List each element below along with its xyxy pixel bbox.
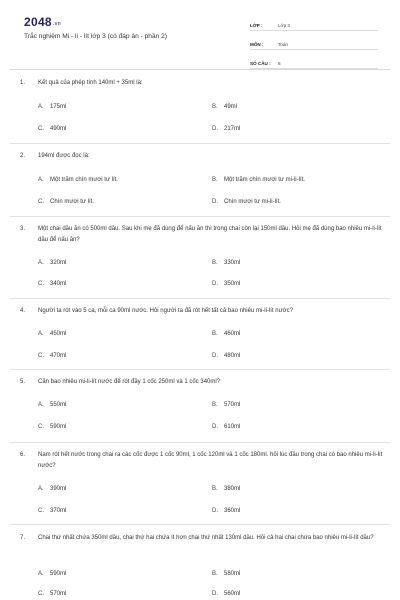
question-6 — [0, 450, 400, 526]
option-label: C. — [38, 424, 44, 430]
logo-main: 2048 — [24, 15, 52, 29]
option-c[interactable] — [38, 423, 66, 431]
option-text: Chín mươi tư lít. — [50, 199, 94, 205]
option-label: A. — [38, 402, 44, 408]
meta-row-grade — [250, 15, 378, 31]
option-text: 590ml — [50, 571, 67, 577]
option-a[interactable] — [38, 103, 66, 111]
option-text: 340ml — [50, 281, 67, 287]
question-number: 4. — [20, 308, 26, 314]
question-text: 194ml được đọc là: — [38, 153, 90, 159]
option-a[interactable] — [38, 570, 66, 578]
option-d[interactable] — [212, 352, 240, 360]
question-divider — [10, 298, 390, 299]
option-text: 610ml — [224, 424, 241, 430]
question-divider — [10, 143, 390, 144]
option-text: 550ml — [50, 402, 67, 408]
option-label: B. — [212, 331, 218, 337]
meta-row-subject — [250, 34, 378, 50]
option-label: B. — [212, 402, 218, 408]
header-divider — [10, 69, 390, 70]
question-text: Cần bao nhiêu mi-li-lít nước để rót đầy 1 cốc 250ml và 1 cốc 340ml? — [38, 379, 221, 385]
option-b[interactable] — [212, 485, 240, 493]
option-b[interactable] — [212, 330, 240, 338]
option-text: 570ml — [50, 591, 67, 597]
option-d[interactable] — [212, 590, 240, 598]
option-text: 330ml — [224, 260, 241, 266]
question-divider — [10, 369, 390, 370]
option-text: 320ml — [50, 260, 67, 266]
option-d[interactable] — [212, 507, 240, 515]
option-text: 570ml — [224, 402, 241, 408]
option-label: A. — [38, 260, 44, 266]
option-text: 460ml — [224, 331, 241, 337]
option-label: B. — [212, 104, 218, 110]
question-number: 2. — [20, 153, 26, 159]
option-a[interactable] — [38, 330, 66, 338]
option-text: 49ml — [224, 104, 238, 110]
question-3 — [0, 224, 400, 300]
option-text: 350ml — [224, 281, 241, 287]
question-number: 5. — [20, 379, 26, 385]
option-text: 370ml — [50, 508, 67, 514]
option-label: D. — [212, 353, 218, 359]
question-7 — [0, 533, 400, 600]
meta-panel — [250, 15, 378, 72]
option-b[interactable] — [212, 259, 240, 267]
option-text: Một trăm chín mươi tư lít. — [50, 177, 118, 183]
question-4 — [0, 306, 400, 372]
meta-label: SỐ CÂU : — [250, 61, 271, 66]
meta-label: LỚP : — [250, 23, 263, 28]
question-number: 1. — [20, 80, 26, 86]
option-label: C. — [38, 353, 44, 359]
option-label: A. — [38, 331, 44, 337]
question-text: Người ta rót vào 5 ca, mỗi ca 90ml nước. Hỏi người ta đã rót hết tất cả bao nhiêu mi-li-lít nước? — [38, 308, 293, 314]
question-divider — [10, 442, 390, 443]
option-label: A. — [38, 177, 44, 183]
option-label: C. — [38, 508, 44, 514]
option-d[interactable] — [212, 198, 281, 206]
option-text: 390ml — [50, 486, 67, 492]
option-text: 175ml — [50, 104, 67, 110]
option-a[interactable] — [38, 176, 118, 184]
option-text: 590ml — [50, 424, 67, 430]
page-header — [0, 0, 400, 78]
option-text: 217ml — [224, 126, 241, 132]
option-label: A. — [38, 571, 44, 577]
option-label: C. — [38, 281, 44, 287]
option-c[interactable] — [38, 352, 66, 360]
option-text: 470ml — [50, 353, 67, 359]
option-label: D. — [212, 281, 218, 287]
option-b[interactable] — [212, 570, 240, 578]
document-title: Trắc nghiệm Mi - li - lít lớp 3 (có đáp án - phần 2) — [24, 33, 167, 40]
question-text: Một chai dầu ăn có 500ml dầu. Sau khi mẹ đã dùng để nấu ăn thì trong chai còn lại 150ml dầu. Hỏi mẹ đã dùng bao nhiêu mi-li-lít dầu để nấu ăn? — [38, 226, 382, 243]
question-text: Kết quả của phép tính 140ml + 35ml là: — [38, 80, 143, 86]
question-text: Chai thứ nhất chứa 350ml dầu, chai thứ hai chứa ít hơn chai thứ nhất 130ml dầu. Hỏi cả hai chai chứa bao nhiêu mi-li-lít dầu? — [38, 535, 374, 541]
option-text: 490ml — [50, 126, 67, 132]
logo-suffix: .vn — [52, 21, 62, 27]
option-text: Một trăm chín mươi tư mi-li-lít. — [224, 177, 305, 183]
option-b[interactable] — [212, 103, 237, 111]
question-1 — [0, 78, 400, 146]
option-label: B. — [212, 486, 218, 492]
question-number: 7. — [20, 535, 26, 541]
meta-value: Lớp 3 — [278, 23, 290, 28]
option-text: Chín mươi tư mi-li-lít. — [224, 199, 281, 205]
option-text: 380ml — [224, 486, 241, 492]
option-label: A. — [38, 486, 44, 492]
option-label: B. — [212, 177, 218, 183]
option-c[interactable] — [38, 280, 66, 288]
option-label: B. — [212, 571, 218, 577]
meta-value: 8 — [278, 61, 281, 66]
option-label: D. — [212, 424, 218, 430]
option-text: 360ml — [224, 508, 241, 514]
question-text: Nam rót hết nước trong chai ra các cốc được 1 cốc 90ml, 1 cốc 120ml và 1 cốc 180ml. hỏi lúc đầu trong chai có bao nhiêu mi-li-lít nước? — [38, 452, 383, 469]
option-label: A. — [38, 104, 44, 110]
question-2 — [0, 151, 400, 221]
option-d[interactable] — [212, 423, 240, 431]
option-b[interactable] — [212, 401, 240, 409]
option-label: C. — [38, 199, 44, 205]
option-label: D. — [212, 508, 218, 514]
meta-row-count — [250, 53, 378, 69]
option-c[interactable] — [38, 507, 66, 515]
option-c[interactable] — [38, 125, 66, 133]
question-divider — [10, 524, 390, 525]
option-d[interactable] — [212, 125, 240, 133]
option-label: B. — [212, 260, 218, 266]
option-label: D. — [212, 591, 218, 597]
question-divider — [10, 216, 390, 217]
site-logo[interactable] — [24, 15, 61, 29]
option-a[interactable] — [38, 401, 66, 409]
option-b[interactable] — [212, 176, 305, 184]
question-5 — [0, 377, 400, 443]
option-d[interactable] — [212, 280, 240, 288]
meta-label: MÔN : — [250, 42, 264, 47]
question-number: 3. — [20, 226, 26, 232]
option-a[interactable] — [38, 485, 66, 493]
option-text: 480ml — [224, 353, 241, 359]
question-number: 6. — [20, 452, 26, 458]
option-text: 580ml — [224, 571, 241, 577]
option-c[interactable] — [38, 198, 94, 206]
option-label: C. — [38, 126, 44, 132]
meta-value: Toán — [278, 42, 288, 47]
option-c[interactable] — [38, 590, 66, 598]
option-label: C. — [38, 591, 44, 597]
option-label: D. — [212, 126, 218, 132]
option-text: 450ml — [50, 331, 67, 337]
option-text: 560ml — [224, 591, 241, 597]
option-a[interactable] — [38, 259, 66, 267]
option-label: D. — [212, 199, 218, 205]
